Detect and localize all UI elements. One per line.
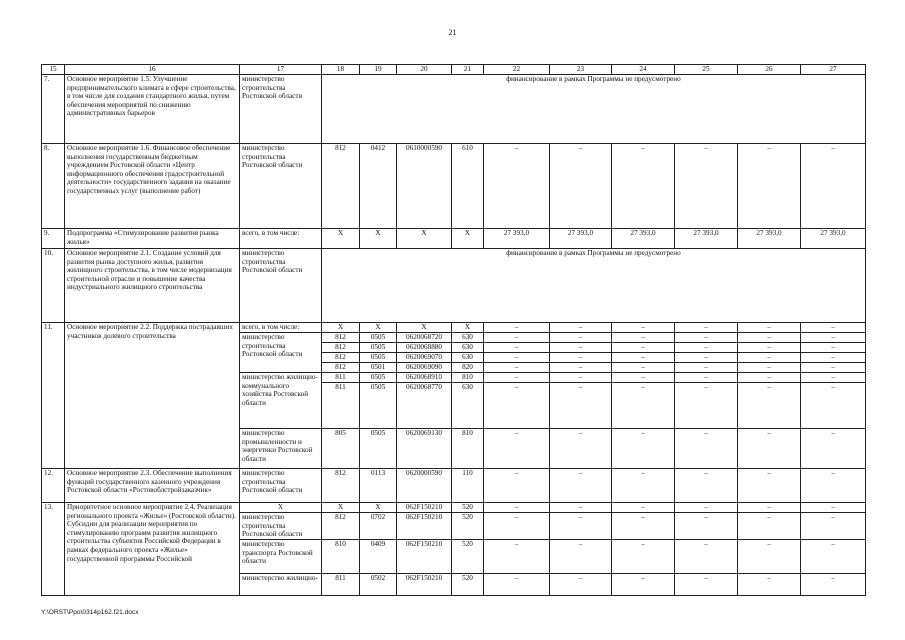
amount-cell: – <box>801 373 866 383</box>
column-header: 17 <box>240 65 322 75</box>
amount-cell: – <box>738 373 801 383</box>
budget-code: 0702 <box>360 513 397 540</box>
financing-note: финансирование в рамках Программы не предусмотрено <box>322 75 866 144</box>
amount-cell: – <box>612 343 675 353</box>
x-mark: Х <box>360 323 397 333</box>
amount-cell: – <box>550 574 612 596</box>
x-mark: Х <box>397 229 452 249</box>
executor: всего, в том числе: <box>240 229 322 249</box>
amount-cell: – <box>738 363 801 373</box>
amount-cell: – <box>738 540 801 574</box>
amount-cell: – <box>801 503 866 513</box>
column-header: 23 <box>550 65 612 75</box>
budget-code: 630 <box>452 353 484 363</box>
column-header: 15 <box>42 65 65 75</box>
amount-cell: – <box>612 323 675 333</box>
row-number: 10. <box>42 249 65 323</box>
table-row <box>42 323 866 333</box>
amount-cell: – <box>738 574 801 596</box>
amount-cell: – <box>675 383 738 429</box>
amount-cell: – <box>675 353 738 363</box>
amount-cell: – <box>484 363 550 373</box>
amount-cell: – <box>612 383 675 429</box>
column-header: 19 <box>360 65 397 75</box>
amount-cell: – <box>612 469 675 503</box>
amount-cell: – <box>801 513 866 540</box>
budget-code: 520 <box>452 503 484 513</box>
x-mark: Х <box>322 503 360 513</box>
amount-cell: – <box>612 429 675 469</box>
executor: всего, в том числе: <box>240 323 322 333</box>
executor: министерство строительства Ростовской области <box>240 249 322 323</box>
budget-code: 0412 <box>360 144 397 229</box>
amount-cell: – <box>484 144 550 229</box>
amount-cell: – <box>484 469 550 503</box>
amount-cell: – <box>801 363 866 373</box>
row-number: 9. <box>42 229 65 249</box>
amount-cell: – <box>550 513 612 540</box>
budget-code: 062F150210 <box>397 513 452 540</box>
table-row <box>42 144 866 229</box>
budget-code: 630 <box>452 333 484 343</box>
budget-code: 520 <box>452 513 484 540</box>
budget-code: 810 <box>452 429 484 469</box>
budget-code: 812 <box>322 469 360 503</box>
table-row <box>42 249 866 323</box>
x-mark: Х <box>322 323 360 333</box>
executor: министерство строительства Ростовской области <box>240 75 322 144</box>
x-mark: Х <box>452 323 484 333</box>
table-row <box>42 503 866 513</box>
amount-cell: – <box>801 469 866 503</box>
amount-cell: – <box>675 323 738 333</box>
file-path-footer: Y:\ORST\Ppo\0314p162.f21.docx <box>41 609 139 616</box>
amount-cell: – <box>612 144 675 229</box>
column-header: 27 <box>801 65 866 75</box>
budget-code: 0113 <box>360 469 397 503</box>
budget-code: 811 <box>322 574 360 596</box>
x-mark: Х <box>240 503 322 513</box>
column-header: 26 <box>738 65 801 75</box>
budget-code: 0620069130 <box>397 429 452 469</box>
budget-code: 0505 <box>360 373 397 383</box>
budget-code: 0505 <box>360 333 397 343</box>
amount-cell: 27 393,0 <box>801 229 866 249</box>
amount-cell: – <box>801 353 866 363</box>
budget-code: 811 <box>322 383 360 429</box>
amount-cell: – <box>801 383 866 429</box>
amount-cell: – <box>801 540 866 574</box>
table-row <box>42 229 866 249</box>
amount-cell: – <box>801 574 866 596</box>
page-number: 21 <box>448 28 457 37</box>
amount-cell: – <box>675 574 738 596</box>
amount-cell: – <box>738 323 801 333</box>
amount-cell: – <box>738 429 801 469</box>
table-row <box>42 469 866 503</box>
row-number: 11. <box>42 323 65 469</box>
budget-code: 0505 <box>360 353 397 363</box>
row-number: 13. <box>42 503 65 596</box>
amount-cell: – <box>550 469 612 503</box>
column-header: 20 <box>397 65 452 75</box>
measure-name: Основное мероприятие 2.2. Поддержка пострадавших участников долевого строительства <box>65 323 240 469</box>
amount-cell: 27 393,0 <box>550 229 612 249</box>
budget-code: 812 <box>322 343 360 353</box>
amount-cell: – <box>738 503 801 513</box>
budget-code: 520 <box>452 540 484 574</box>
budget-code: 0620069070 <box>397 353 452 363</box>
measure-name: Основное мероприятие 2.3. Обеспечение выполнения функций государственного казенного учреждения Ростовской области «Ростовоблстройзаказчик» <box>65 469 240 503</box>
column-header: 25 <box>675 65 738 75</box>
budget-code: 805 <box>322 429 360 469</box>
column-header: 22 <box>484 65 550 75</box>
amount-cell: – <box>738 144 801 229</box>
budget-code: 0620068720 <box>397 333 452 343</box>
executor: министерство жилищно- <box>240 574 322 596</box>
amount-cell: – <box>675 144 738 229</box>
measure-name: Основное мероприятие 1.6. Финансовое обеспечение выполнения государственным бюджетным учреждением Ростовской области «Центр информационного обеспечения градостроительной деятельности» государственного задания на оказание государственных услуг (выполнение работ) <box>65 144 240 229</box>
executor: министерство строительства Ростовской области <box>240 144 322 229</box>
executor: министерство строительства Ростовской области <box>240 333 322 373</box>
budget-code: 0620068770 <box>397 383 452 429</box>
amount-cell: – <box>612 503 675 513</box>
amount-cell: – <box>484 383 550 429</box>
budget-code: 812 <box>322 513 360 540</box>
budget-code: 812 <box>322 333 360 343</box>
budget-code: 810 <box>452 373 484 383</box>
amount-cell: – <box>675 363 738 373</box>
amount-cell: – <box>675 540 738 574</box>
measure-name: Подпрограмма «Стимулирование развития рынка жилья» <box>65 229 240 249</box>
amount-cell: – <box>550 383 612 429</box>
budget-code: 630 <box>452 343 484 353</box>
row-number: 7. <box>42 75 65 144</box>
amount-cell: – <box>484 513 550 540</box>
amount-cell: – <box>738 343 801 353</box>
budget-code: 0610000590 <box>397 144 452 229</box>
budget-code: 0620069090 <box>397 363 452 373</box>
x-mark: Х <box>360 229 397 249</box>
x-mark: Х <box>322 229 360 249</box>
amount-cell: – <box>612 513 675 540</box>
budget-code: 812 <box>322 363 360 373</box>
amount-cell: – <box>550 343 612 353</box>
amount-cell: – <box>738 333 801 343</box>
amount-cell: – <box>801 323 866 333</box>
amount-cell: 27 393,0 <box>738 229 801 249</box>
amount-cell: – <box>550 323 612 333</box>
measure-name: Основное мероприятие 2.1. Создание условий для развития рынка доступного жилья, развития жилищного строительства, в том числе модернизация строительной отрасли и повышение качества индустриального жилищного строительства <box>65 249 240 323</box>
budget-code: 610 <box>452 144 484 229</box>
program-table <box>41 64 866 596</box>
amount-cell: 27 393,0 <box>612 229 675 249</box>
column-header: 24 <box>612 65 675 75</box>
row-number: 8. <box>42 144 65 229</box>
amount-cell: 27 393,0 <box>675 229 738 249</box>
amount-cell: – <box>484 574 550 596</box>
amount-cell: – <box>612 540 675 574</box>
x-mark: Х <box>360 503 397 513</box>
amount-cell: – <box>550 540 612 574</box>
amount-cell: – <box>612 373 675 383</box>
budget-code: 110 <box>452 469 484 503</box>
budget-code: 630 <box>452 383 484 429</box>
amount-cell: – <box>612 333 675 343</box>
x-mark: Х <box>397 323 452 333</box>
executor: министерство промышленности и энергетики Ростовской области <box>240 429 322 469</box>
amount-cell: – <box>550 373 612 383</box>
amount-cell: – <box>738 469 801 503</box>
amount-cell: – <box>484 503 550 513</box>
amount-cell: – <box>484 333 550 343</box>
budget-code: 811 <box>322 373 360 383</box>
budget-code: 812 <box>322 144 360 229</box>
amount-cell: – <box>484 540 550 574</box>
executor: министерство жилищно-коммунального хозяйства Ростовской области <box>240 373 322 429</box>
budget-code: 0409 <box>360 540 397 574</box>
financing-note: финансирование в рамках Программы не предусмотрено <box>322 249 866 323</box>
budget-code: 0505 <box>360 383 397 429</box>
amount-cell: – <box>801 144 866 229</box>
amount-cell: – <box>738 383 801 429</box>
amount-cell: – <box>738 513 801 540</box>
executor: министерство строительства Ростовской области <box>240 513 322 540</box>
executor: министерство строительства Ростовской области <box>240 469 322 503</box>
budget-code: 0620068880 <box>397 343 452 353</box>
table-row <box>42 75 866 144</box>
column-header: 21 <box>452 65 484 75</box>
amount-cell: – <box>550 429 612 469</box>
executor: министерство транспорта Ростовской области <box>240 540 322 574</box>
budget-code: 810 <box>322 540 360 574</box>
amount-cell: – <box>484 323 550 333</box>
column-header: 18 <box>322 65 360 75</box>
amount-cell: – <box>484 343 550 353</box>
amount-cell: – <box>738 353 801 363</box>
amount-cell: – <box>550 353 612 363</box>
x-mark: Х <box>452 229 484 249</box>
budget-code: 062F150210 <box>397 503 452 513</box>
measure-name: Приоритетное основное мероприятие 2.4. Реализация регионального проекта «Жилье» (Ростовской области). Субсидии для реализации мероприятия по стимулированию программ развития жилищного строительства субъектов Российской Федерации в рамках федерального проекта «Жилье» государственной программы Российской <box>65 503 240 596</box>
amount-cell: – <box>675 513 738 540</box>
budget-code: 0501 <box>360 363 397 373</box>
amount-cell: – <box>801 343 866 353</box>
row-number: 12. <box>42 469 65 503</box>
amount-cell: – <box>550 144 612 229</box>
amount-cell: – <box>675 469 738 503</box>
amount-cell: – <box>484 373 550 383</box>
budget-code: 812 <box>322 353 360 363</box>
budget-code: 0505 <box>360 343 397 353</box>
amount-cell: – <box>675 333 738 343</box>
amount-cell: – <box>612 363 675 373</box>
amount-cell: 27 393,0 <box>484 229 550 249</box>
amount-cell: – <box>675 343 738 353</box>
budget-code: 0620068910 <box>397 373 452 383</box>
amount-cell: – <box>675 503 738 513</box>
amount-cell: – <box>550 363 612 373</box>
budget-code: 062F150210 <box>397 540 452 574</box>
column-header-row <box>42 65 866 75</box>
amount-cell: – <box>550 333 612 343</box>
column-header: 16 <box>65 65 240 75</box>
budget-code: 0620000590 <box>397 469 452 503</box>
budget-code: 062F150210 <box>397 574 452 596</box>
amount-cell: – <box>484 429 550 469</box>
amount-cell: – <box>612 574 675 596</box>
measure-name: Основное мероприятие 1.5. Улучшение предпринимательского климата в сфере строительства, в том числе для создания стандартного жилья, путем обеспечения мероприятий по снижению административных барьеров <box>65 75 240 144</box>
amount-cell: – <box>801 429 866 469</box>
amount-cell: – <box>675 429 738 469</box>
amount-cell: – <box>801 333 866 343</box>
amount-cell: – <box>550 503 612 513</box>
budget-code: 0502 <box>360 574 397 596</box>
amount-cell: – <box>612 353 675 363</box>
amount-cell: – <box>484 353 550 363</box>
budget-code: 520 <box>452 574 484 596</box>
budget-code: 820 <box>452 363 484 373</box>
budget-code: 0505 <box>360 429 397 469</box>
amount-cell: – <box>675 373 738 383</box>
